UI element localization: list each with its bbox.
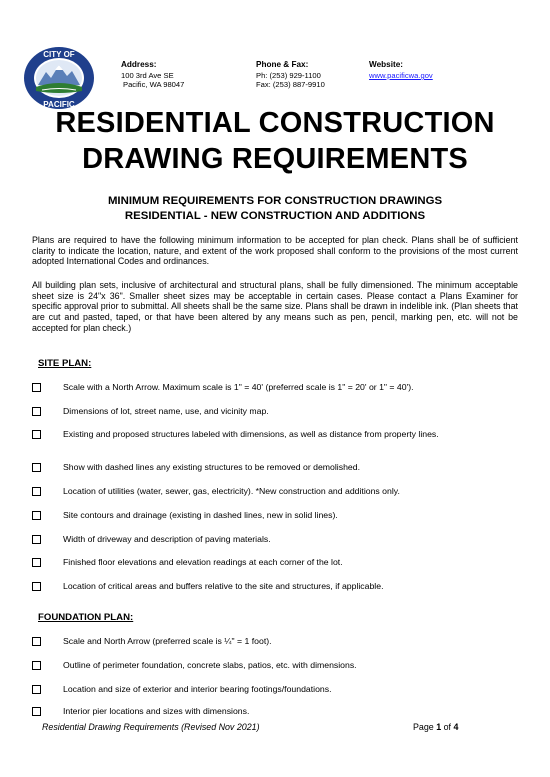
checklist-item[interactable] [32, 582, 522, 602]
checklist-item-text: Width of driveway and description of paving materials. [63, 534, 271, 544]
svg-text:CITY OF: CITY OF [43, 50, 75, 59]
city-seal-icon [22, 45, 96, 111]
page-of: of [441, 722, 454, 732]
checklist-item-text: Location and size of exterior and interior bearing footings/foundations. [63, 684, 332, 694]
checkbox[interactable] [32, 463, 41, 472]
checkbox[interactable] [32, 383, 41, 392]
checklist-item-text: Scale and North Arrow (preferred scale is ¼" = 1 foot). [63, 636, 272, 646]
checkbox[interactable] [32, 637, 41, 646]
checklist-item-text: Site contours and drainage (existing in dashed lines, new in solid lines). [63, 510, 338, 520]
site-plan-heading: SITE PLAN: [38, 358, 92, 369]
checklist-item-text: Existing and proposed structures labeled with dimensions, as well as distance from property lines. [63, 429, 439, 439]
checklist-item-text: Location of utilities (water, sewer, gas, electricity). *New construction and additions only. [63, 486, 400, 496]
city-logo [22, 45, 96, 111]
checklist-item[interactable] [32, 558, 522, 578]
address-label: Address: [121, 60, 157, 69]
checklist-item[interactable] [32, 685, 522, 705]
footer-text: Residential Drawing Requirements (Revised Nov 2021) [42, 722, 260, 732]
checkbox[interactable] [32, 487, 41, 496]
checklist-item-text: Outline of perimeter foundation, concrete slabs, patios, etc. with dimensions. [63, 660, 357, 670]
checkbox[interactable] [32, 430, 41, 439]
address-line-1: 100 3rd Ave SE [121, 71, 174, 80]
checklist-item[interactable] [32, 407, 522, 427]
checkbox[interactable] [32, 707, 41, 716]
page-total: 4 [453, 722, 459, 732]
checklist-item[interactable] [32, 637, 522, 657]
checklist-item[interactable] [32, 383, 522, 403]
phone-line: Ph: (253) 929-1100 [256, 71, 321, 80]
phone-label: Phone & Fax: [256, 60, 309, 69]
checkbox[interactable] [32, 535, 41, 544]
checklist-item-text: Location of critical areas and buffers relative to the site and structures, if applicable. [63, 581, 384, 591]
checklist-item-text: Interior pier locations and sizes with dimensions. [63, 706, 250, 716]
address-line-2: Pacific, WA 98047 [123, 80, 185, 89]
checklist-item-text: Finished floor elevations and elevation readings at each corner of the lot. [63, 557, 343, 567]
page-current: 1 [436, 722, 442, 732]
checklist-item[interactable] [32, 511, 522, 531]
checklist-item-text: Scale with a North Arrow. Maximum scale is 1" = 40' (preferred scale is 1" = 20' or 1" = 40'). [63, 382, 414, 392]
checklist-item[interactable] [32, 430, 522, 450]
page-prefix: Page [413, 722, 437, 732]
title-line-1: RESIDENTIAL CONSTRUCTION [55, 107, 495, 139]
subtitle-line-2: RESIDENTIAL - NEW CONSTRUCTION AND ADDITIONS [124, 210, 426, 222]
checkbox[interactable] [32, 661, 41, 670]
website-link[interactable]: www.pacificwa.gov [369, 71, 433, 80]
checklist-item-text: Show with dashed lines any existing structures to be removed or demolished. [63, 462, 360, 472]
checkbox[interactable] [32, 582, 41, 591]
title-line-2: DRAWING REQUIREMENTS [82, 143, 468, 175]
fax-line: Fax: (253) 887-9910 [256, 80, 325, 89]
subtitle-line-1: MINIMUM REQUIREMENTS FOR CONSTRUCTION DRAWINGS [107, 195, 443, 207]
checklist-item[interactable] [32, 463, 522, 483]
intro-paragraph: Plans are required to have the following minimum information to be accepted for plan check. Plans shall be of sufficient clarity to indicate the location, nature, and extent of the work proposed shall conform to the provisions of the most current adopted International Codes and ordinances. [32, 235, 518, 267]
checklist-item[interactable] [32, 661, 522, 681]
sheet-requirements-paragraph: All building plan sets, inclusive of architectural and structural plans, shall be fully dimensioned. The minimum acceptable sheet size is 24"x 36". Smaller sheet sizes may be acceptable in certain cases. Please contact a Plans Examiner for specific approval prior to submittal. All sheets shall be the same size. Plans shall be drawn in indelible ink. (Plan sheets that are cut and pasted, taped, or that have been altered by any means such as pen, pencil, marking pen, etc. will not be accepted for plan check.) [32, 280, 518, 333]
foundation-plan-heading: FOUNDATION PLAN: [38, 612, 134, 623]
checklist-item-text: Dimensions of lot, street name, use, and vicinity map. [63, 406, 269, 416]
checklist-item[interactable] [32, 487, 522, 507]
checkbox[interactable] [32, 685, 41, 694]
website-label: Website: [369, 60, 403, 69]
checklist-item[interactable] [32, 535, 522, 555]
checkbox[interactable] [32, 407, 41, 416]
checkbox[interactable] [32, 558, 41, 567]
page-number [413, 722, 458, 732]
svg-text:PACIFIC: PACIFIC [43, 100, 75, 109]
checkbox[interactable] [32, 511, 41, 520]
